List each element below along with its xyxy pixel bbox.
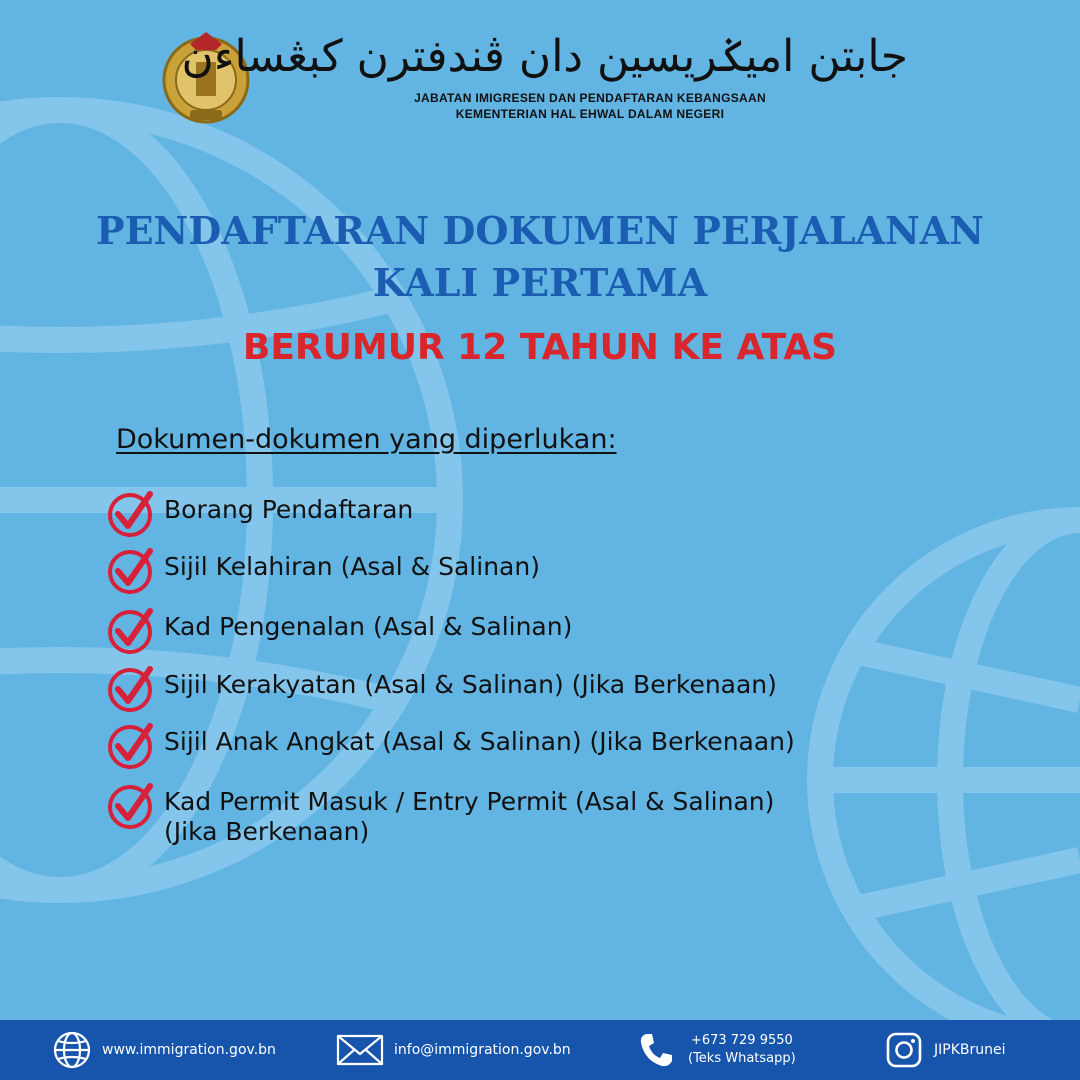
- check-circle-icon: [106, 605, 156, 655]
- title-line-2: KALI PERTAMA: [372, 260, 708, 305]
- department-line-1: JABATAN IMIGRESEN DAN PENDAFTARAN KEBANGSAAN: [414, 91, 766, 105]
- document-item: [106, 605, 572, 655]
- globe-icon: [52, 1030, 92, 1070]
- document-label: Kad Permit Masuk / Entry Permit (Asal & Salinan): [164, 787, 775, 816]
- documents-heading: Dokumen-dokumen yang diperlukan:: [116, 424, 617, 455]
- envelope-icon: [336, 1030, 384, 1070]
- document-item: [106, 780, 774, 847]
- phone-note: (Teks Whatsapp): [688, 1051, 796, 1066]
- footer-instagram[interactable]: [884, 1020, 1006, 1080]
- document-item: [106, 545, 540, 595]
- document-label: Kad Pengenalan (Asal & Salinan): [164, 612, 573, 641]
- document-label: Sijil Kelahiran (Asal & Salinan): [164, 552, 540, 581]
- footer-bar: [0, 1020, 1080, 1080]
- document-item: [106, 720, 795, 770]
- website-link[interactable]: www.immigration.gov.bn: [102, 1042, 276, 1058]
- footer-phone[interactable]: [636, 1020, 796, 1080]
- check-circle-icon: [106, 663, 156, 713]
- document-label-note: (Jika Berkenaan): [164, 817, 370, 846]
- check-circle-icon: [106, 720, 156, 770]
- phone-icon: [636, 1030, 676, 1070]
- instagram-handle[interactable]: JIPKBrunei: [934, 1042, 1006, 1058]
- footer-email[interactable]: [336, 1020, 571, 1080]
- title-line-1: PENDAFTARAN DOKUMEN PERJALANAN: [96, 208, 984, 253]
- ministry-line: KEMENTERIAN HAL EHWAL DALAM NEGERI: [455, 107, 725, 121]
- document-label: Sijil Kerakyatan (Asal & Salinan) (Jika Berkenaan): [164, 670, 777, 699]
- check-circle-icon: [106, 780, 156, 830]
- document-item: [106, 663, 777, 713]
- page-title: [0, 205, 1080, 309]
- instagram-icon: [884, 1030, 924, 1070]
- department-name: [380, 90, 800, 122]
- footer-website[interactable]: [52, 1020, 276, 1080]
- document-item: [106, 488, 413, 538]
- document-label: Borang Pendaftaran: [164, 495, 414, 524]
- age-subtitle: BERUMUR 12 TAHUN KE ATAS: [242, 327, 838, 368]
- jawi-department-title: جابتن اميݢريسين دان ڤندفترن كبڠساءن: [181, 31, 908, 82]
- check-circle-icon: [106, 545, 156, 595]
- phone-number[interactable]: +673 729 9550: [690, 1033, 793, 1048]
- document-label: Sijil Anak Angkat (Asal & Salinan) (Jika Berkenaan): [164, 727, 795, 756]
- email-link[interactable]: info@immigration.gov.bn: [394, 1042, 571, 1058]
- check-circle-icon: [106, 488, 156, 538]
